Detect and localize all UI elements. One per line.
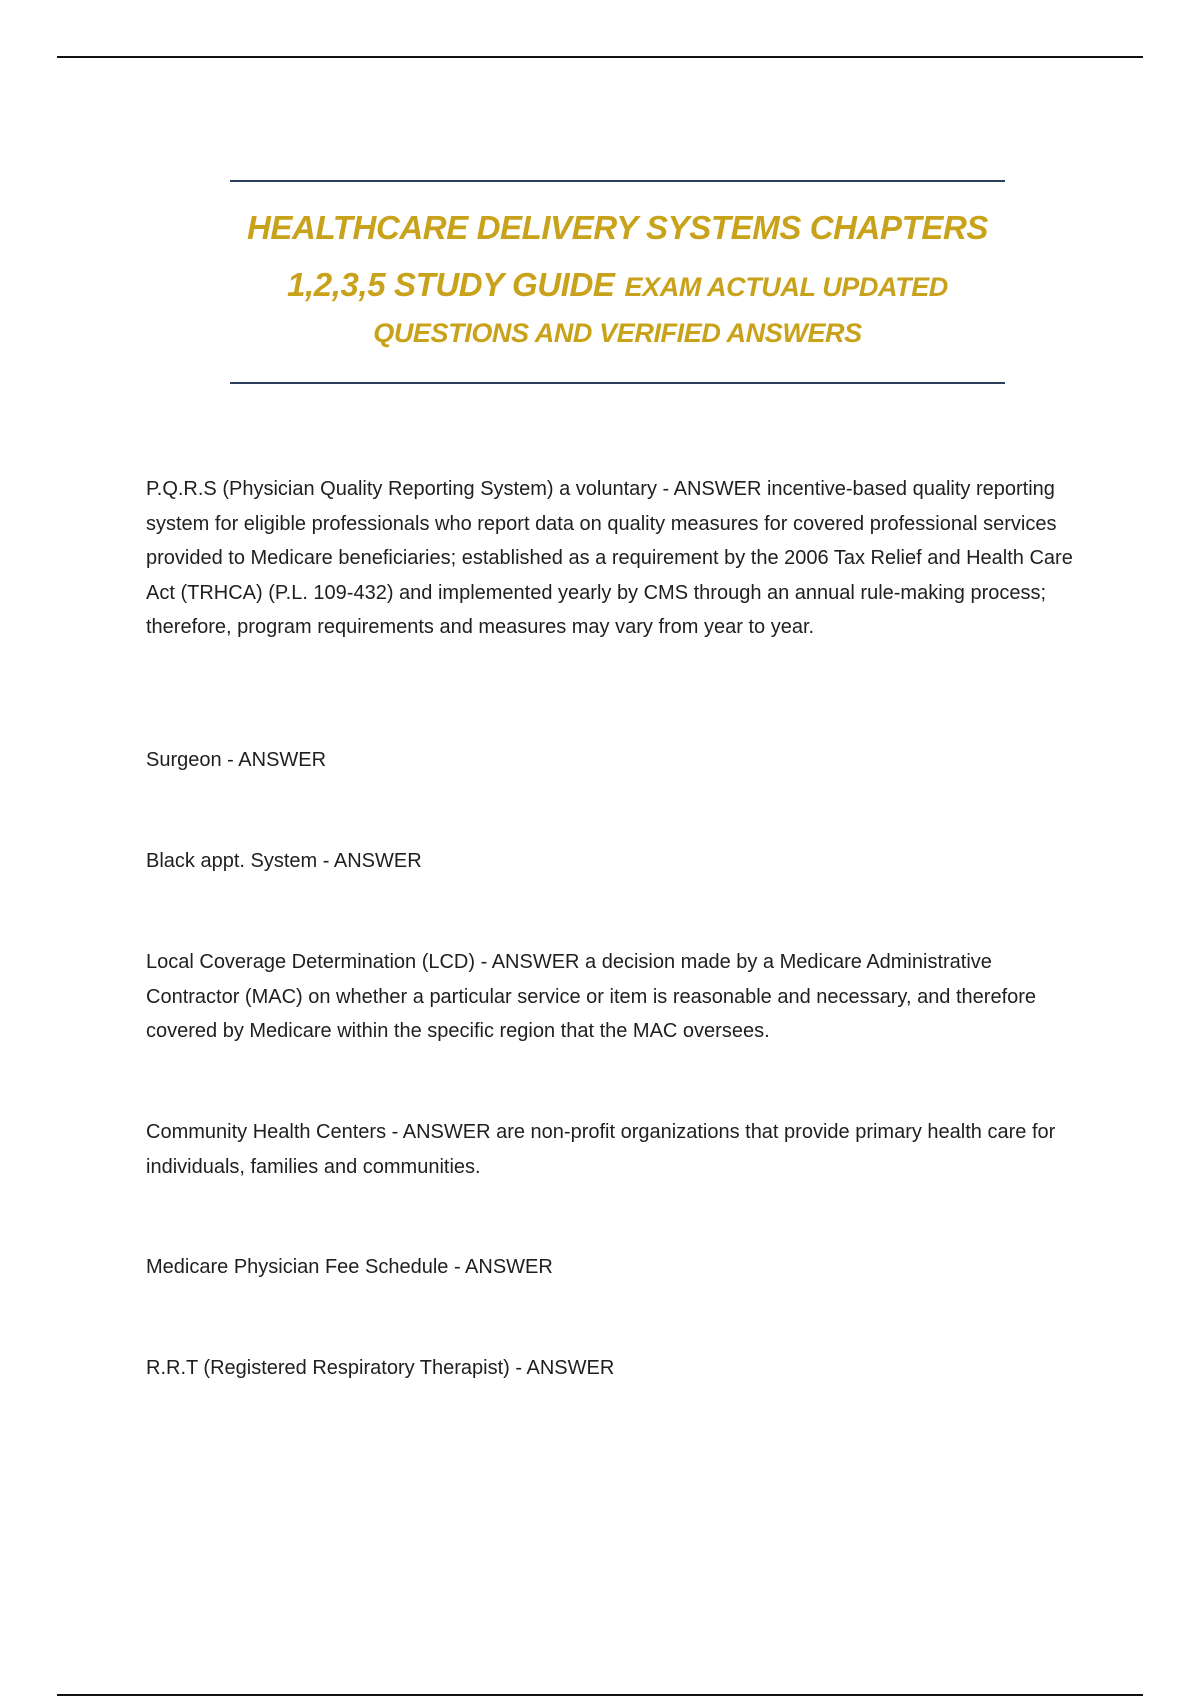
document-title-banner [230,180,1005,384]
title-line-2 [230,265,1005,312]
page-bottom-rule [57,1694,1143,1696]
title-line-2-main: 1,2,3,5 STUDY GUIDE [287,266,615,303]
title-line-2-sub: EXAM ACTUAL UPDATED [624,272,948,302]
qa-entry-lcd: Local Coverage Determination (LCD) - ANSWER a decision made by a Medicare Administrative Contractor (MAC) on whether a particular service or item is reasonable and necessary, and therefore covered by Medicare within the specific region that the MAC oversees. [146,951,1037,1042]
page-top-rule [57,56,1143,58]
title-line-1: HEALTHCARE DELIVERY SYSTEMS CHAPTERS [246,209,989,246]
qa-entry-rrt: R.R.T (Registered Respiratory Therapist) - ANSWER [146,1357,615,1379]
title-line-3: QUESTIONS AND VERIFIED ANSWERS [373,318,862,348]
qa-entry-surgeon: Surgeon - ANSWER [146,749,327,771]
qa-entry-black-appt-system: Black appt. System - ANSWER [146,850,422,872]
qa-entry-pqrs: P.Q.R.S (Physician Quality Reporting System) a voluntary - ANSWER incentive-based quality reporting system for eligible professionals who report data on quality measures for covered professional services provided to Medicare beneficiaries; established as a requirement by the 2006 Tax Relief and Health Care Act (TRHCA) (P.L. 109-432) and implemented yearly by CMS through an annual rule-making process; therefore, program requirements and measures may vary from year to year. [146,478,1073,638]
qa-entry-medicare-fee-schedule: Medicare Physician Fee Schedule - ANSWER [146,1256,553,1278]
qa-entry-community-health-centers: Community Health Centers - ANSWER are non-profit organizations that provide primary health care for individuals, families and communities. [146,1121,1056,1178]
